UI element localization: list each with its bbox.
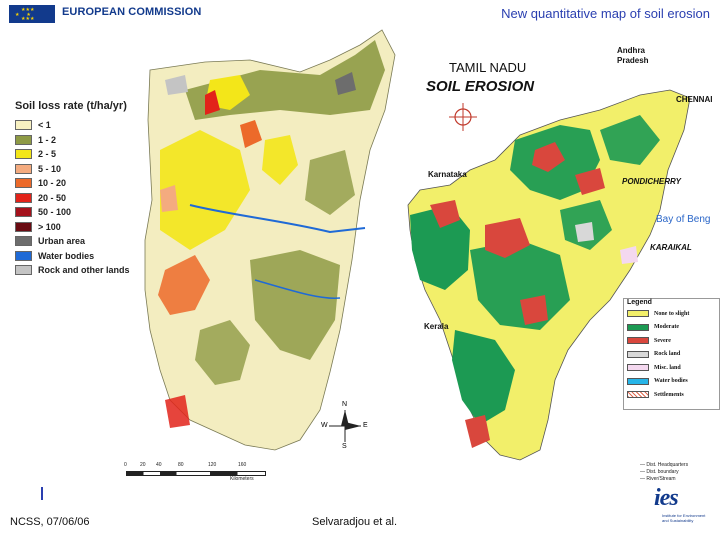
legend-label: > 100: [38, 221, 61, 232]
scale-tick: 0: [124, 462, 127, 468]
right-map-rock: [575, 222, 594, 242]
erosion-legend-swatch: [627, 391, 649, 398]
label-kerala: Kerala: [424, 322, 449, 331]
footer-date: NCSS, 07/06/06: [10, 516, 90, 528]
erosion-legend-item: [627, 337, 671, 344]
label-pondicherry: PONDICHERRY: [622, 177, 681, 186]
erosion-legend: [623, 298, 720, 410]
erosion-legend-title: Legend: [627, 299, 652, 306]
ies-logo-subtitle: Institute for Environment and Sustainability: [662, 513, 706, 523]
symbol-legend-item: — Dist. Headquarters: [640, 462, 689, 468]
divider-mark: [41, 487, 43, 500]
symbol-legend-item: — Dist. boundary: [640, 469, 679, 475]
symbol-legend: [640, 462, 715, 483]
legend-item: [15, 220, 175, 234]
north-label: N: [342, 401, 348, 408]
legend-swatch: [15, 193, 32, 203]
west-label: W: [321, 422, 328, 429]
legend-title: Soil loss rate (t/ha/yr): [15, 100, 127, 112]
label-bay: Bay of Beng: [656, 214, 711, 225]
legend-item: [15, 205, 175, 219]
legend-swatch: [15, 207, 32, 217]
erosion-legend-item: [627, 364, 681, 371]
legend-swatch: [15, 120, 32, 130]
org-name: EUROPEAN COMMISSION: [62, 6, 202, 18]
legend-item: [15, 147, 175, 161]
right-map-red-6: [520, 295, 548, 325]
label-andhra: Andhra Pradesh: [617, 46, 649, 65]
scale-tick: 20: [140, 462, 146, 468]
legend-item: [15, 191, 175, 205]
ies-logo: [648, 487, 712, 535]
scale-tick: 40: [156, 462, 162, 468]
ies-logo-text: ies: [654, 485, 678, 511]
legend-swatch: [15, 135, 32, 145]
legend-label: 5 - 10: [38, 163, 62, 174]
erosion-legend-item: [627, 378, 688, 385]
legend-item: [15, 176, 175, 190]
erosion-legend-label: Misc. land: [654, 364, 681, 371]
scale-unit: Kilometers: [230, 476, 254, 482]
legend-item: [15, 234, 175, 248]
symbol-legend-item: — River/Stream: [640, 476, 676, 482]
legend-item: [15, 263, 175, 277]
erosion-legend-label: Severe: [654, 337, 671, 344]
erosion-legend-swatch: [627, 364, 649, 371]
legend-swatch: [15, 251, 32, 261]
scale-tick: 160: [238, 462, 247, 468]
erosion-legend-swatch: [627, 310, 649, 317]
erosion-legend-label: Water bodies: [654, 378, 688, 384]
legend-item: [15, 118, 175, 132]
east-label: E: [363, 422, 368, 429]
erosion-legend-swatch: [627, 351, 649, 358]
label-chennai: CHENNAI: [676, 95, 713, 104]
scale-tick: 80: [178, 462, 184, 468]
legend-rows: [15, 118, 175, 277]
erosion-legend-item: [627, 351, 680, 358]
erosion-legend-label: Rock land: [654, 351, 681, 357]
erosion-legend-item: [627, 310, 689, 317]
legend-swatch: [15, 178, 32, 188]
legend-swatch: [15, 265, 32, 275]
legend-swatch: [15, 222, 32, 232]
erosion-legend-item: [627, 391, 684, 398]
legend-swatch: [15, 236, 32, 246]
legend-label: 20 - 50: [38, 192, 67, 203]
soil-loss-legend: [15, 100, 175, 278]
scale-ticks: [122, 462, 272, 470]
south-label: S: [342, 443, 347, 450]
legend-item: [15, 162, 175, 176]
erosion-legend-label: None to slight: [654, 310, 690, 317]
legend-label: Urban area: [38, 236, 86, 246]
legend-label: < 1: [38, 120, 51, 130]
erosion-legend-label: Moderate: [654, 324, 679, 330]
footer-authors: Selvaradjou et al.: [312, 516, 397, 528]
legend-label: 50 - 100: [38, 207, 72, 217]
legend-label: 2 - 5: [38, 149, 57, 159]
erosion-legend-label: Settlements: [654, 391, 684, 398]
erosion-legend-swatch: [627, 378, 649, 385]
scale-tick: 120: [208, 462, 217, 468]
map-title-topic: SOIL EROSION: [426, 78, 535, 95]
legend-label: 1 - 2: [38, 134, 57, 145]
scale-bar: [122, 462, 272, 492]
legend-label: Water bodies: [38, 250, 95, 261]
eu-flag-logo: ★★★ ★ ★ ★★★: [9, 5, 55, 23]
erosion-legend-swatch: [627, 337, 649, 344]
legend-swatch: [15, 164, 32, 174]
erosion-legend-swatch: [627, 324, 649, 331]
compass-icon: [449, 103, 477, 131]
north-arrow-icon: [329, 410, 361, 442]
legend-item: [15, 249, 175, 263]
slide-title: New quantitative map of soil erosion: [501, 6, 710, 21]
legend-label: 10 - 20: [38, 178, 67, 188]
legend-item: [15, 133, 175, 147]
label-karaikal: KARAIKAL: [650, 243, 692, 252]
legend-swatch: [15, 149, 32, 159]
erosion-legend-item: [627, 324, 679, 331]
map-title-region: TAMIL NADU: [449, 60, 527, 75]
legend-label: Rock and other lands: [38, 265, 130, 275]
label-karnataka: Karnataka: [428, 170, 467, 179]
